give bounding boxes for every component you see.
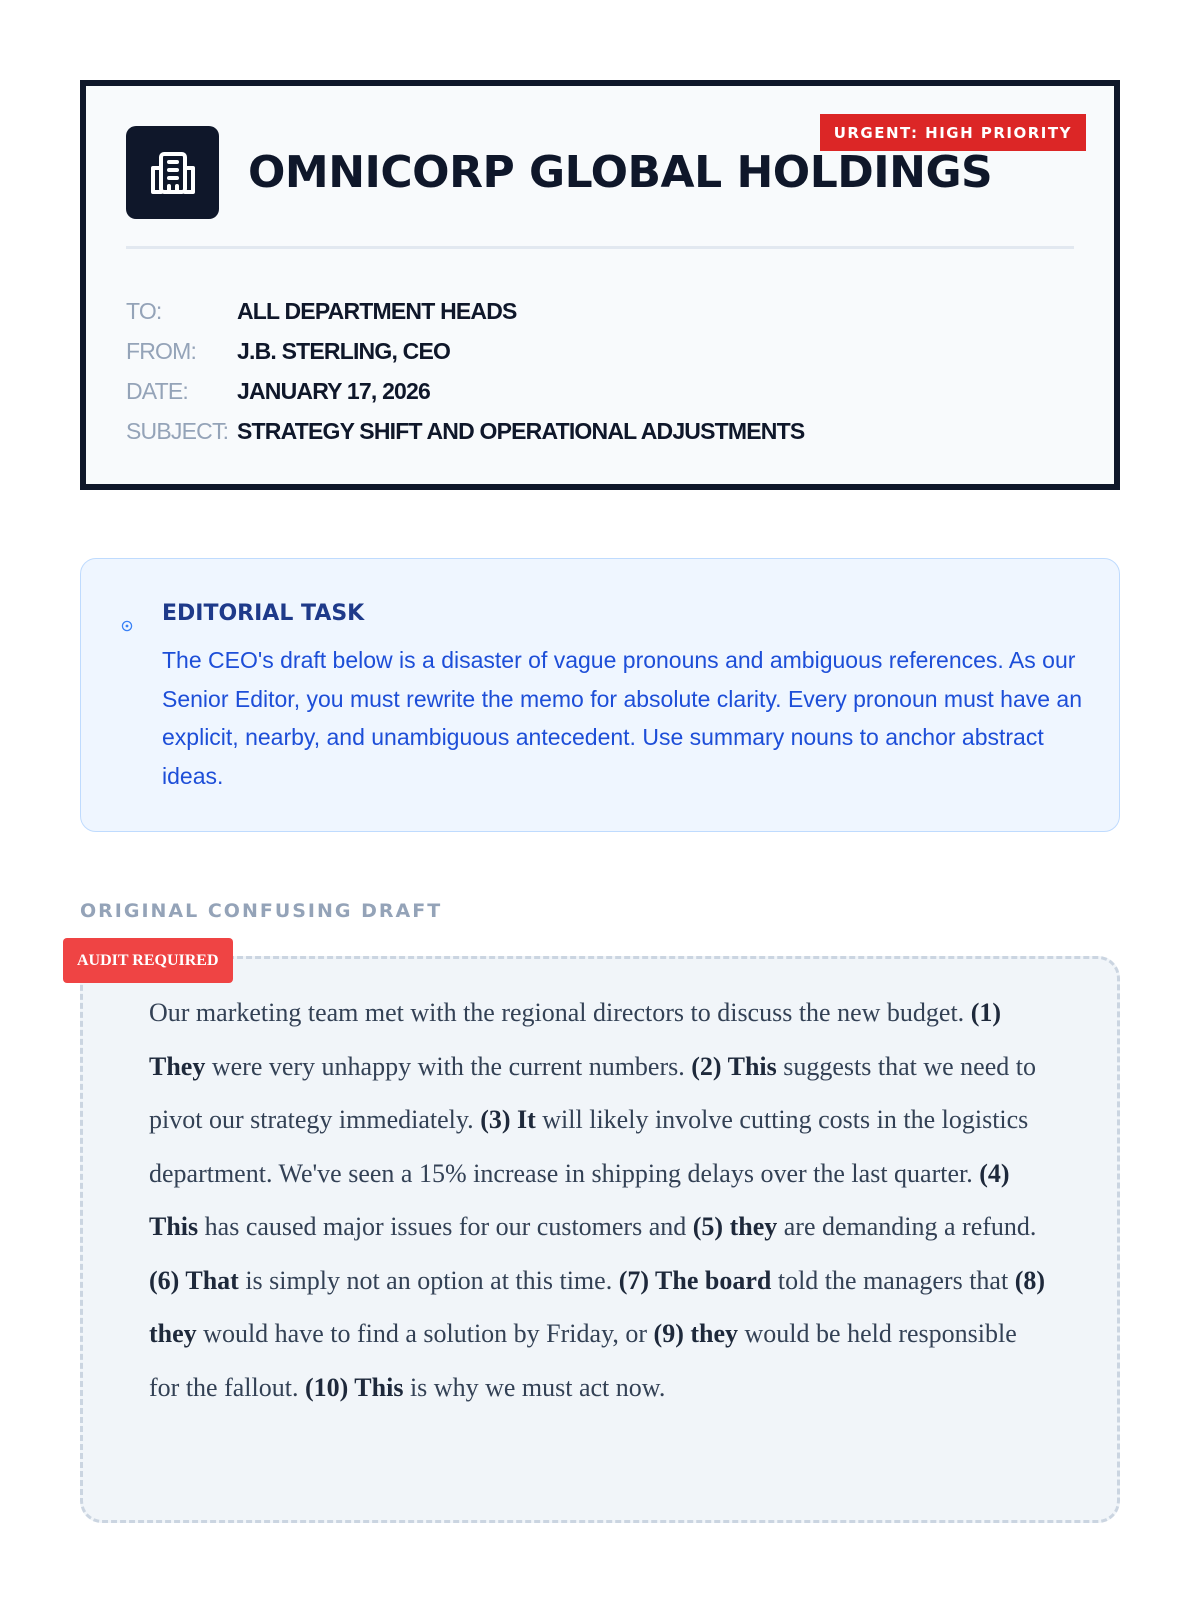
draft-section-label: ORIGINAL CONFUSING DRAFT xyxy=(80,900,443,922)
meta-value: JANUARY 17, 2026 xyxy=(237,377,431,404)
task-body: The CEO's draft below is a disaster of vague pronouns and ambiguous references. As our Senior Editor, you must rewrite the memo for absolute clarity. Every pronoun must have an explicit, nearby, and unambiguous antecedent. Use summary nouns to anchor abstract ideas. xyxy=(162,647,1082,789)
draft-segment: is why we must act now. xyxy=(403,1372,666,1402)
draft-segment: would have to find a solution by Friday, or xyxy=(196,1319,654,1348)
pronoun-marker: (5) they xyxy=(692,1212,778,1241)
meta-label: DATE: xyxy=(126,377,189,404)
pronoun-marker: (2) This xyxy=(691,1051,777,1081)
building-icon xyxy=(126,126,219,219)
task-title: EDITORIAL TASK xyxy=(162,601,365,626)
pronoun-marker: (1) They xyxy=(149,998,1002,1081)
memo-meta xyxy=(126,291,804,451)
draft-segment: will likely involve cutting costs in the logistics department. We've seen a 15% increase in shipping delays over the last quarter. xyxy=(149,1105,1029,1188)
editorial-task-box xyxy=(80,558,1120,832)
meta-value: STRATEGY SHIFT AND OPERATIONAL ADJUSTMENTS xyxy=(237,417,805,444)
draft-box xyxy=(80,956,1120,1523)
meta-label: SUBJECT: xyxy=(126,417,229,444)
brand-row xyxy=(126,126,992,219)
draft-segment: were very unhappy with the current numbers. xyxy=(205,1051,692,1081)
draft-segment: are demanding a refund. xyxy=(777,1212,1037,1241)
meta-label: TO: xyxy=(126,297,162,324)
priority-badge: URGENT: HIGH PRIORITY xyxy=(820,114,1086,151)
meta-row-from xyxy=(126,331,804,371)
info-icon xyxy=(121,619,133,631)
audit-badge: AUDIT REQUIRED xyxy=(63,938,233,983)
pronoun-marker: (6) That xyxy=(149,1265,239,1295)
meta-row-date xyxy=(126,371,804,411)
draft-segment: Our marketing team met with the regional directors to discuss the new budget. xyxy=(149,998,971,1027)
meta-value: J.B. STERLING, CEO xyxy=(237,337,451,364)
draft-segment: told the managers that xyxy=(771,1265,1015,1295)
meta-label: FROM: xyxy=(126,337,197,364)
pronoun-marker: (3) It xyxy=(480,1105,536,1134)
meta-row-subject xyxy=(126,411,804,451)
meta-value: ALL DEPARTMENT HEADS xyxy=(237,297,517,324)
header-divider xyxy=(126,246,1074,249)
pronoun-marker: (10) This xyxy=(304,1372,404,1402)
draft-segment: would be held responsible for the fallout. xyxy=(149,1319,1017,1402)
pronoun-marker: (9) they xyxy=(653,1319,739,1348)
draft-text xyxy=(149,986,1049,1414)
company-name: OMNICORP GLOBAL HOLDINGS xyxy=(248,147,993,198)
pronoun-marker: (8) they xyxy=(149,1265,1046,1348)
pronoun-marker: (7) The board xyxy=(618,1265,772,1295)
draft-segment: suggests that we need to pivot our strategy immediately. xyxy=(149,1051,1036,1134)
memo-header-card xyxy=(80,80,1120,490)
pronoun-marker: (4) This xyxy=(149,1158,1010,1241)
meta-row-to xyxy=(126,291,804,331)
draft-segment: has caused major issues for our customers and xyxy=(198,1212,693,1241)
draft-segment: is simply not an option at this time. xyxy=(238,1265,619,1295)
